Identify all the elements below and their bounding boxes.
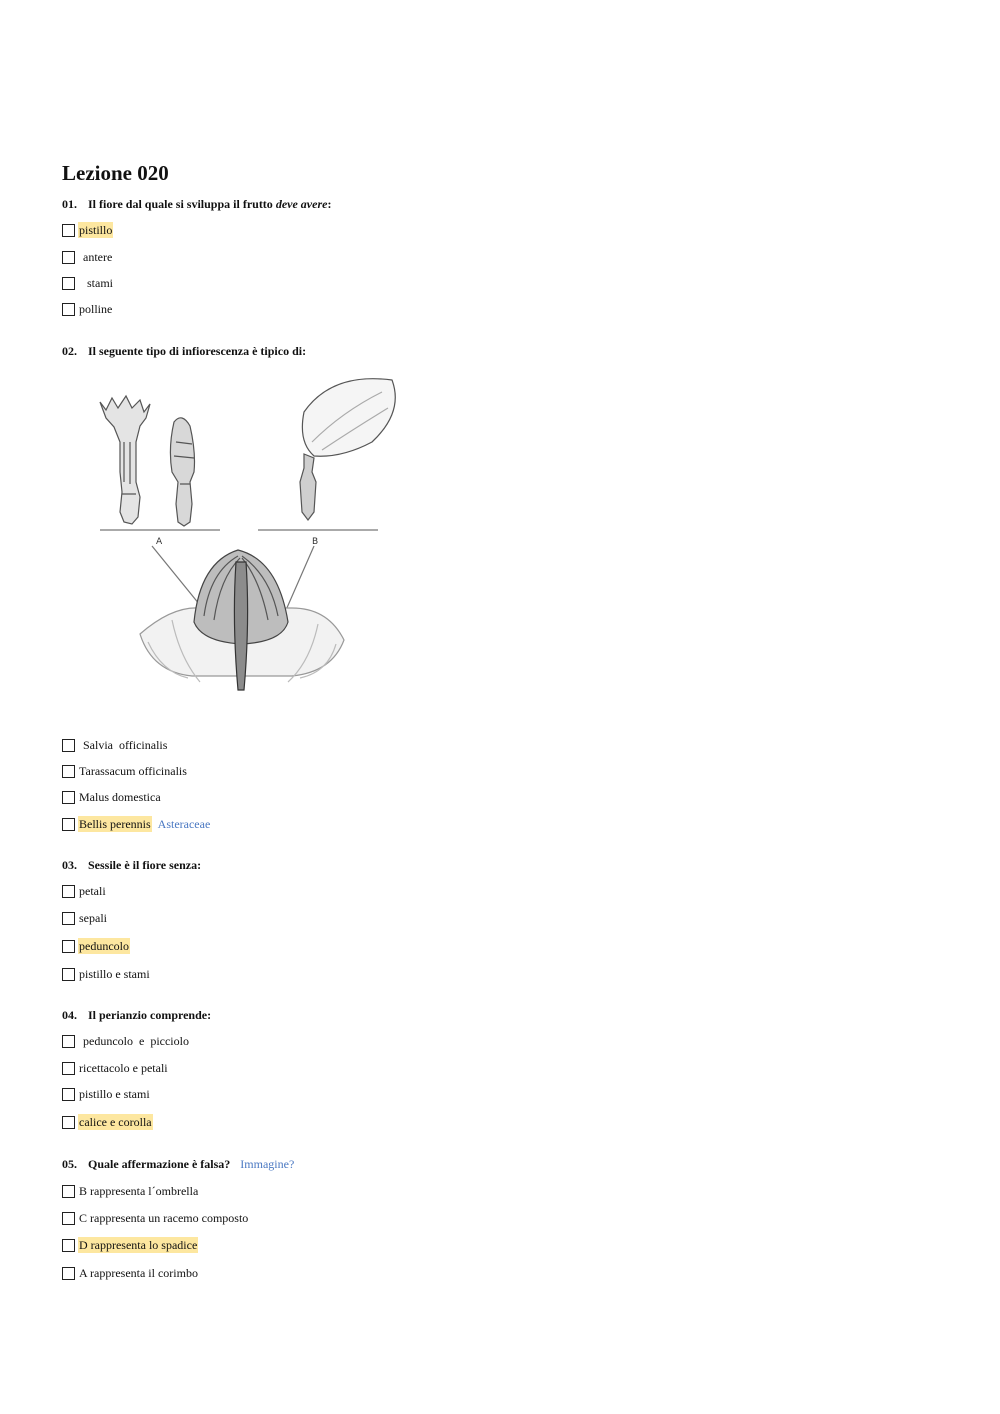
option-label: pistillo (79, 223, 113, 237)
question-04 (62, 1007, 211, 1023)
checkbox[interactable] (62, 1239, 75, 1252)
option-q3-3[interactable] (62, 937, 130, 955)
option-label: Malus domestica (79, 790, 161, 804)
checkbox[interactable] (62, 940, 75, 953)
option-q4-4[interactable] (62, 1113, 153, 1131)
question-number: 02. (62, 344, 77, 358)
option-q1-2[interactable] (62, 248, 113, 266)
question-text-suffix: : (327, 197, 332, 211)
option-label: stami (87, 276, 113, 290)
checkbox[interactable] (62, 818, 75, 831)
option-label: A rappresenta il corimbo (79, 1266, 198, 1280)
option-label: B rappresenta l´ombrella (79, 1184, 199, 1198)
option-label: C rappresenta un racemo composto (79, 1211, 249, 1225)
option-q2-1[interactable] (62, 736, 168, 754)
question-number: 03. (62, 858, 77, 872)
option-label: Bellis perennis (79, 817, 151, 831)
option-q1-1[interactable] (62, 221, 113, 239)
question-01 (62, 196, 331, 212)
checkbox[interactable] (62, 968, 75, 981)
checkbox[interactable] (62, 885, 75, 898)
question-number: 05. (62, 1157, 77, 1171)
question-number: 04. (62, 1008, 77, 1022)
question-05 (62, 1156, 294, 1172)
inflorescence-figure (92, 372, 408, 702)
option-label: pistillo e stami (79, 967, 150, 981)
page-title: Lezione 020 (62, 161, 169, 185)
option-q5-4[interactable] (62, 1264, 199, 1282)
option-q5-3[interactable] (62, 1236, 198, 1254)
option-label: D rappresenta lo spadice (79, 1238, 198, 1252)
option-label: peduncolo (79, 939, 129, 953)
question-text: Il seguente tipo di infiorescenza è tipico di: (88, 344, 307, 358)
checkbox[interactable] (62, 739, 75, 752)
checkbox[interactable] (62, 1267, 75, 1280)
option-q4-1[interactable] (62, 1032, 190, 1050)
figure-label-b: B (312, 537, 319, 547)
question-number: 01. (62, 197, 77, 211)
checkbox[interactable] (62, 1185, 75, 1198)
question-03 (62, 857, 201, 873)
checkbox[interactable] (62, 1116, 75, 1129)
question-text: Quale affermazione è falsa? (88, 1157, 231, 1171)
option-label: pistillo e stami (79, 1087, 150, 1101)
question-text: Il fiore dal quale si sviluppa il frutto (88, 197, 276, 211)
checkbox[interactable] (62, 1062, 75, 1075)
option-q1-4[interactable] (62, 300, 113, 318)
question-02 (62, 343, 306, 359)
question-text: Il perianzio comprende: (88, 1008, 212, 1022)
option-q3-1[interactable] (62, 882, 107, 900)
option-label: polline (79, 302, 113, 316)
option-q1-3[interactable] (62, 274, 114, 292)
question-text-italic: deve avere (275, 197, 328, 211)
option-q5-2[interactable] (62, 1209, 249, 1227)
checkbox[interactable] (62, 303, 75, 316)
checkbox[interactable] (62, 277, 75, 290)
option-note: Asteraceae (157, 816, 211, 831)
option-label: Salvia officinalis (83, 738, 168, 752)
checkbox[interactable] (62, 224, 75, 237)
option-label: peduncolo e picciolo (83, 1034, 189, 1048)
option-q4-3[interactable] (62, 1085, 151, 1103)
checkbox[interactable] (62, 1035, 75, 1048)
question-note: Immagine? (240, 1157, 295, 1171)
option-label: Tarassacum officinalis (79, 764, 187, 778)
checkbox[interactable] (62, 251, 75, 264)
option-q2-3[interactable] (62, 788, 162, 806)
checkbox[interactable] (62, 1088, 75, 1101)
checkbox[interactable] (62, 765, 75, 778)
checkbox[interactable] (62, 791, 75, 804)
checkbox[interactable] (62, 912, 75, 925)
option-label: sepali (79, 911, 107, 925)
option-q3-2[interactable] (62, 909, 108, 927)
figure-label-a: A (156, 537, 163, 547)
question-text: Sessile è il fiore senza: (88, 858, 202, 872)
option-label: antere (83, 250, 113, 264)
option-q2-2[interactable] (62, 762, 188, 780)
option-q3-4[interactable] (62, 965, 151, 983)
option-label: calice e corolla (79, 1115, 152, 1129)
option-label: petali (79, 884, 106, 898)
checkbox[interactable] (62, 1212, 75, 1225)
option-q4-2[interactable] (62, 1059, 169, 1077)
option-q2-4[interactable] (62, 815, 210, 833)
option-q5-1[interactable] (62, 1182, 199, 1200)
option-label: ricettacolo e petali (79, 1061, 168, 1075)
